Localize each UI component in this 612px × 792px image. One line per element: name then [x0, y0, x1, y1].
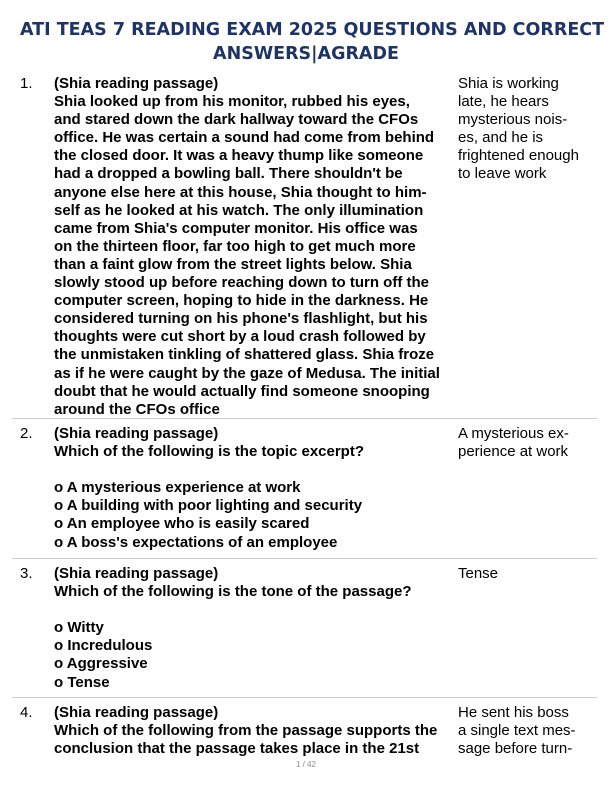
answer-text: Tense — [458, 565, 499, 582]
row-divider — [12, 558, 597, 559]
question-text: (Shia reading passage) Which of the following is the tone of the passage? o Witty o Incredulous o Aggressive o Tense — [54, 565, 464, 692]
question-number: 1. — [20, 75, 33, 92]
page-indicator: 1 / 42 — [295, 760, 316, 769]
title-line: ANSWERS|AGRADE — [213, 44, 399, 64]
answer-text: He sent his boss a single text mes- sage before turn- — [458, 704, 576, 758]
answer-option: o Incredulous — [54, 637, 153, 655]
answer-option: o A mysterious experience at work — [54, 479, 301, 497]
question-text: (Shia reading passage) Shia looked up from his monitor, rubbed his eyes, and stared down the dark hallway toward the CFOs office. He was certain a sound had come from behind the closed door. It was a heavy thump like someone had a dropped a bowling ball. There shouldn't be anyone else here at this house, Shia thought to him- self as he looked at his watch. The only illumination came from Shia's computer monitor. His office was on the thirteen floor, far too high to get much more than a faint glow from the street lights below. Shia slowly stood up before reaching down to turn off the computer screen, hoping to hide in the darkness. He considered turning on his phone's flashlight, but his thoughts were cut short by a loud crash followed by the unmistaken tinkling of shattered glass. Shia froze as if he were caught by the gaze of Medusa. The initial doubt that he would actually find someone snooping around the CFOs office — [54, 75, 440, 418]
answer-text: Shia is working late, he hears mysterious nois- es, and he is frightened enough to leave work — [458, 75, 579, 183]
answer-option: o Witty — [54, 619, 104, 637]
question-text: (Shia reading passage) Which of the following is the topic excerpt? o A mysterious experience at work o A building with poor lighting and security o An employee who is easily scared o A boss's expectations of an employee — [54, 425, 464, 552]
question-number: 3. — [20, 565, 33, 582]
document-title — [20, 18, 605, 66]
answer-option: o Tense — [54, 673, 110, 691]
question-number: 2. — [20, 425, 33, 442]
question-number: 4. — [20, 704, 33, 721]
answer-option: o A boss's expectations of an employee — [54, 533, 338, 551]
title-line: ATI TEAS 7 READING EXAM 2025 QUESTIONS AND CORRECT — [20, 20, 605, 40]
answer-option: o Aggressive — [54, 655, 148, 673]
row-divider — [12, 418, 597, 419]
row-divider — [12, 697, 597, 698]
answer-option: o An employee who is easily scared — [54, 515, 310, 533]
answer-option: o A building with poor lighting and security — [54, 497, 363, 515]
answer-text: A mysterious ex- perience at work — [458, 425, 569, 461]
question-text: (Shia reading passage) Which of the following from the passage supports the conclusion that the passage takes place in the 21st — [54, 704, 438, 758]
